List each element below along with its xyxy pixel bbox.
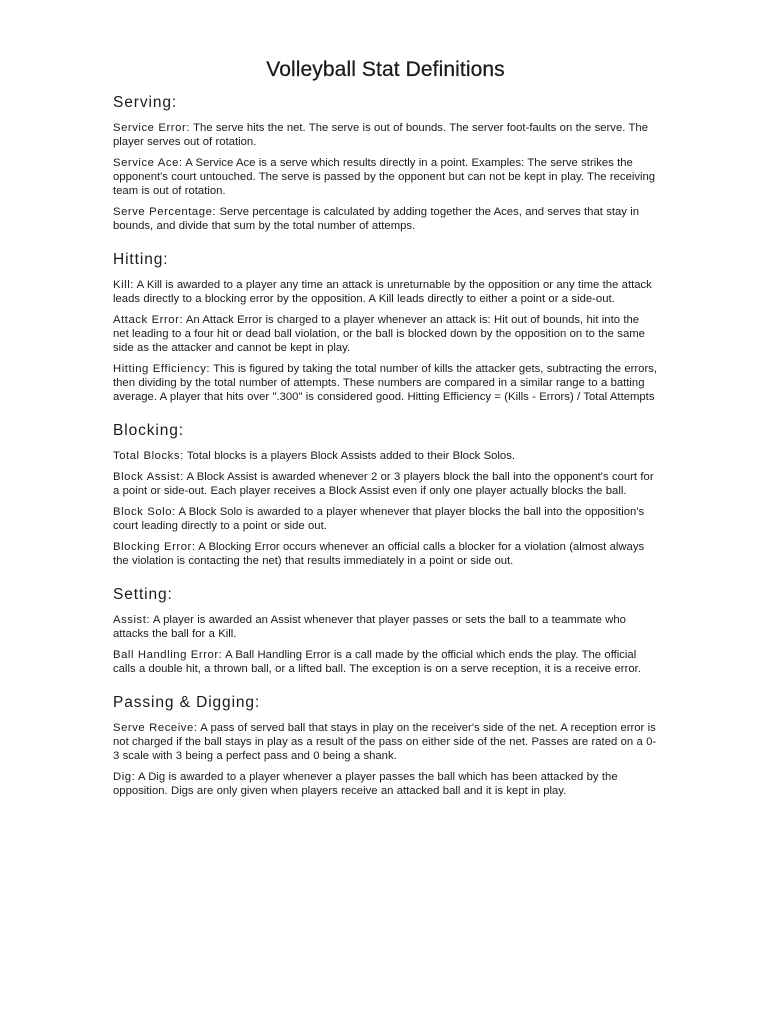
definition-service-error [113,121,658,149]
definition-hitting-efficiency [113,362,658,404]
definition-block-assist [113,470,658,498]
definition-term: Total Blocks: [113,450,184,462]
section-hitting [113,251,658,404]
definition-text: Total blocks is a players Block Assists added to their Block Solos. [183,450,515,462]
definition-term: Service Error: [113,122,190,134]
section-heading: Hitting: [113,251,169,268]
definition-text: A Block Assist is awarded whenever 2 or 3 players block the ball into the opponent's court for a point or side-out. Each player receives a Block Assist even if only one player actually blocks the ball. [113,471,654,497]
definition-block-solo [113,505,658,533]
definition-text: The serve hits the net. The serve is out of bounds. The server foot-faults on the serve. The player serves out of rotation. [113,122,648,148]
definition-attack-error [113,313,658,355]
definition-dig [113,770,658,798]
definition-text: A Dig is awarded to a player whenever a player passes the ball which has been attacked by the opposition. Digs are only given when players receive an attacked ball and it is kept in play. [113,771,618,797]
definition-term: Kill: [113,279,134,291]
definition-total-blocks [113,449,658,463]
definition-term: Serve Receive: [113,722,198,734]
definition-term: Service Ace: [113,157,183,169]
definition-serve-receive [113,721,658,763]
definition-text: An Attack Error is charged to a player whenever an attack is: Hit out of bounds, hit into the net leading to a four hit or dead ball violation, or the ball is blocked down by the opposition on to the same side as the attacker and cannot be kept in play. [113,314,645,354]
definition-text: A Kill is awarded to a player any time an attack is unreturnable by the opposition or any time the attack leads directly to a blocking error by the opposition. A Kill leads directly to either a point or a side-out. [113,279,652,305]
section-setting [113,586,658,676]
definition-serve-percentage [113,205,658,233]
definition-assist [113,613,658,641]
page-title: Volleyball Stat Definitions [266,58,505,81]
section-heading: Serving: [113,94,178,111]
definition-term: Attack Error: [113,314,184,326]
definition-text: This is figured by taking the total number of kills the attacker gets, subtracting the errors, then dividing by the total number of attempts. These numbers are compared in a similar range to a batting average. A player that hits over ".300" is considered good. Hitting Efficiency = (Kills - Errors) / Total Attempts [113,363,658,403]
section-serving [113,94,658,233]
definition-term: Block Solo: [113,506,176,518]
section-heading: Blocking: [113,422,184,439]
definition-term: Serve Percentage: [113,206,217,218]
definition-service-ace [113,156,658,198]
definition-text: A Ball Handling Error is a call made by the official which ends the play. The official calls a double hit, a thrown ball, or a lifted ball. The exception is on a serve reception, it is a receive error. [113,649,641,675]
document-page [113,58,658,816]
definition-term: Ball Handling Error: [113,649,223,661]
definition-blocking-error [113,540,658,568]
section-blocking [113,422,658,568]
definition-text: A player is awarded an Assist whenever that player passes or sets the ball to a teammate who attacks the ball for a Kill. [113,614,626,640]
definition-term: Blocking Error: [113,541,196,553]
definition-kill [113,278,658,306]
section-heading: Passing & Digging: [113,694,261,711]
definition-ball-handling-error [113,648,658,676]
definition-term: Dig: [113,771,136,783]
definition-text: Serve percentage is calculated by adding together the Aces, and serves that stay in bounds, and divide that sum by the total number of attemps. [113,206,640,232]
section-passing-digging [113,694,658,798]
definition-text: A Service Ace is a serve which results directly in a point. Examples: The serve strikes the opponent's court untouched. The serve is passed by the opponent but can not be kept in play. The receiving team is out of rotation. [113,157,656,197]
definition-term: Block Assist: [113,471,184,483]
section-heading: Setting: [113,586,173,603]
definition-text: A pass of served ball that stays in play on the receiver's side of the net. A reception error is not charged if the ball stays in play as a result of the pass on either side of the net. Passes are rated on a 0-3 scale with 3 being a perfect pass and 0 being a shank. [113,722,657,762]
definition-term: Hitting Efficiency: [113,363,211,375]
definition-text: A Block Solo is awarded to a player whenever that player blocks the ball into the opposition's court leading directly to a point or side out. [113,506,645,532]
definition-term: Assist: [113,614,151,626]
definition-text: A Blocking Error occurs whenever an official calls a blocker for a violation (almost always the violation is contacting the net) that results immediately in a point or side out. [113,541,645,567]
